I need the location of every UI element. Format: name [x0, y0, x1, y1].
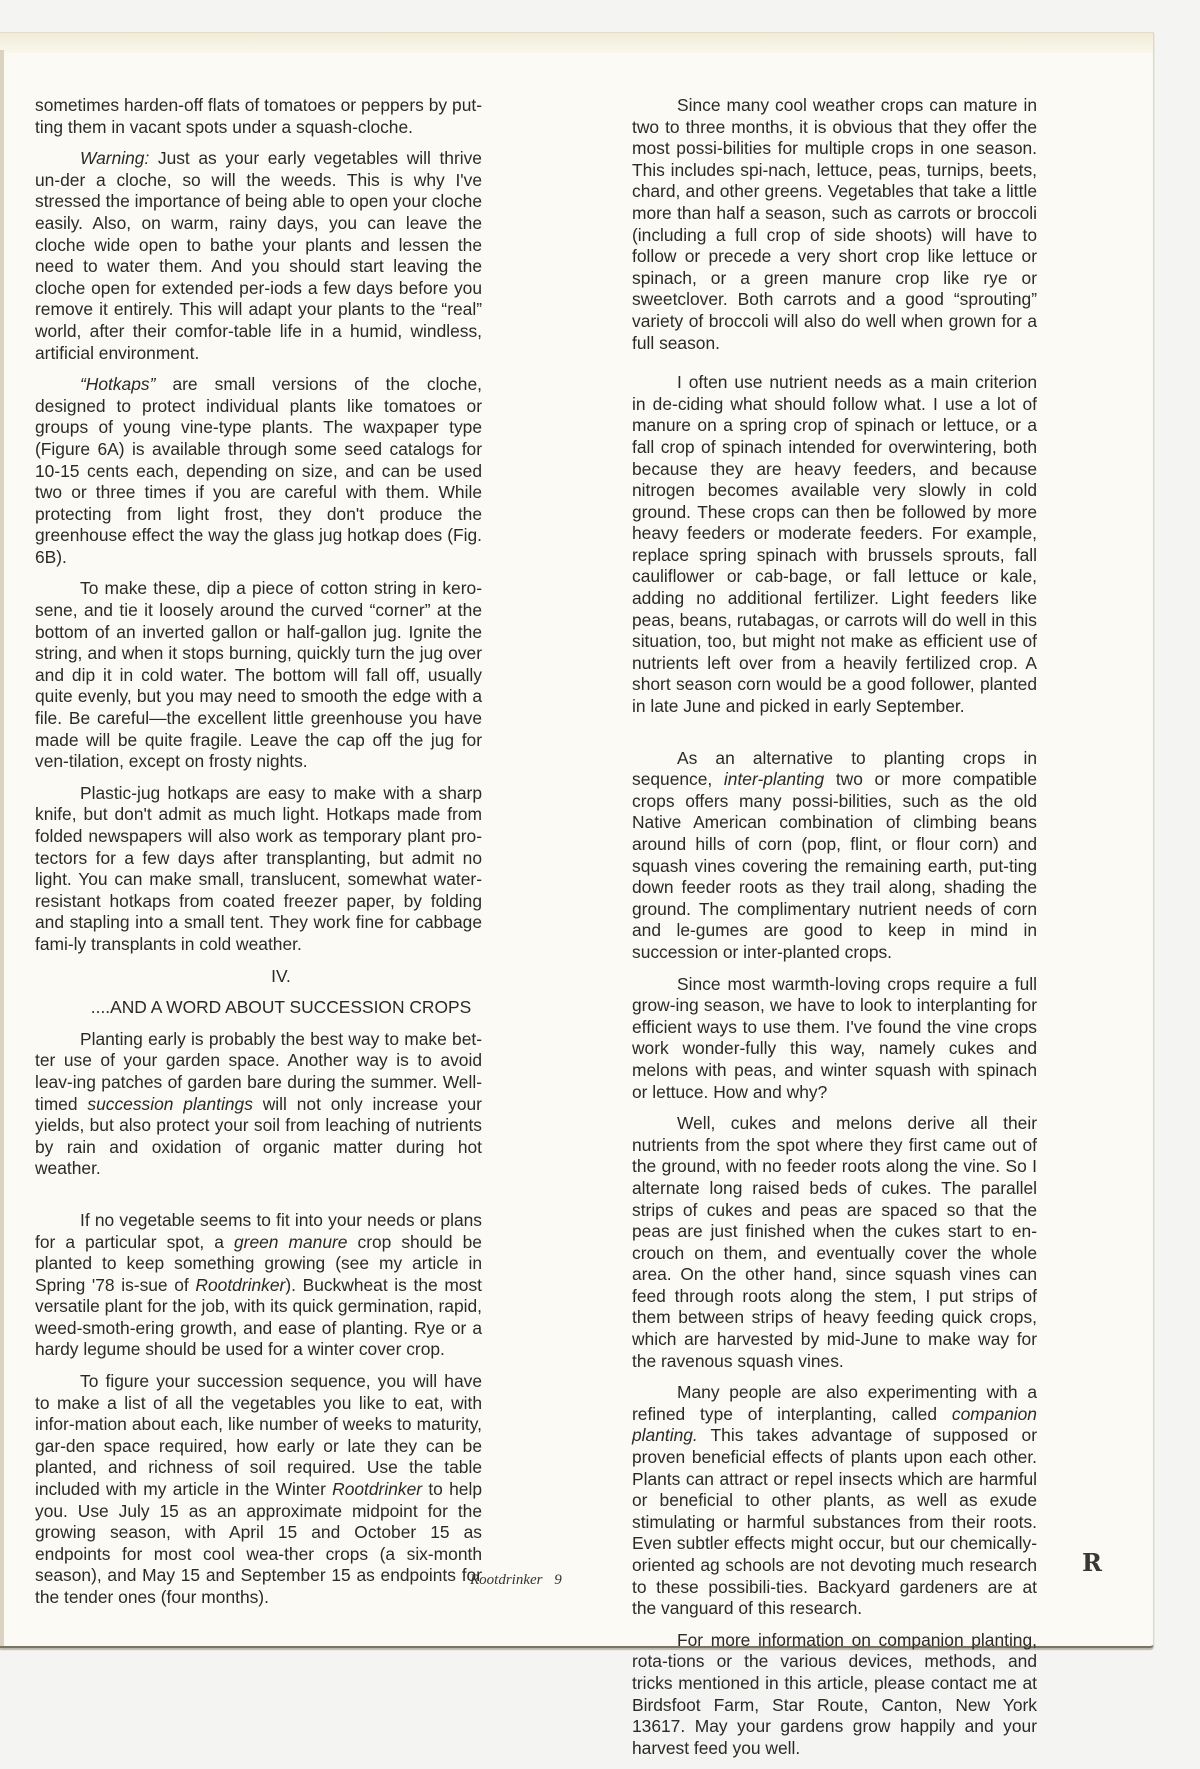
emphasis: companion planting. — [632, 1403, 1037, 1446]
hotkaps-label: “Hotkaps” — [80, 374, 156, 395]
page-footer — [470, 1572, 562, 1589]
paragraph: I often use nutrient needs as a main criterion in de-ciding what should follow what. I use a lot of manure on a spring crop of spinach or lettuce, or a fall crop of spinach intended for overwintering, both because they are heavy feeders, and because nitrogen becomes available very slowly in cold ground. These crops can then be followed by more heavy feeders or moderate feeders. For example, replace spring spinach with brussels sprouts, fall cauliflower or cab-bage, or fall lettuce or kale, adding no additional fertilizer. Light feeders like peas, beans, rutabagas, or carrots will do well in this situation, too, but might not make as efficient use of nutrients left over from a heavily fertilized crop. A short season corn would be a good follower, planted in late June and picked in early September. — [632, 372, 1037, 717]
paragraph: To make these, dip a piece of cotton string in kero-sene, and tie it loosely around the curved “corner” at the bottom of an inverted gallon or half-gallon jug. Ignite the string, and when it stops burning, quickly turn the jug over and dip it in cold water. The bottom will fall off, usually quite evenly, but you may need to smooth the edge with a file. Be careful—the excellent little greenhouse you have made will be quite fragile. Leave the cap off the jug for ven-tilation, except on frosty nights. — [35, 578, 482, 772]
paragraph: Well, cukes and melons derive all their nutrients from the spot where they first came out of the ground, with no feeder roots along the vine. So I alternate long raised beds of cukes. The parallel strips of cukes and peas are spaced so that the peas are just finished when the cukes start to en-crouch on them, and eventually cover the whole area. On the other hand, since squash vines can feed through roots along the stem, I put strips of them between strips of heavy feeding quick crops, which are harvested by mid-June to make way for the ravenous squash vines. — [632, 1113, 1037, 1371]
text: to help you. Use July 15 as an approximate midpoint for the growing season, with April 15 and October 15 as endpoints for most cool wea-ther crops (a six-month season), and May 15 and September 15 as endpoints for the tender ones (four months). — [35, 1479, 482, 1607]
paragraph — [35, 1371, 482, 1609]
section-title: ....AND A WORD ABOUT SUCCESSION CROPS — [90, 997, 472, 1018]
text: To figure your succession sequence, you will have to make a list of all the vegetables you like to eat, with infor-mation about each, like number of weeks to maturity, gar-den space required, how early or late they can be planted, and richness of soil required. Use the table included with my article in the Winter — [35, 1371, 482, 1500]
text: If no vegetable seems to fit into your needs or plans for a particular spot, a — [35, 1209, 482, 1252]
publication-name: Rootdrinker — [470, 1572, 543, 1588]
paragraph — [632, 748, 1037, 964]
paragraph: Since most warmth-loving crops require a full grow-ing season, we have to look to interplanting for efficient ways to use them. I've found the vine crops work wonder-fully this way, namely cukes and melons with peas, and winter squash with spinach or lettuce. How and why? — [632, 973, 1037, 1102]
paragraph: Plastic-jug hotkaps are easy to make with a sharp knife, but don't admit as much light. Hotkaps made from folded newspapers will also work as temporary plant pro-tectors for a few days after transplanting, but admit no light. You can make small, translucent, somewhat water-resistant hotkaps from coated freezer paper, by folding and stapling into a small tent. They work fine for cabbage fami-ly transplants in cold weather. — [35, 782, 482, 954]
text: will not only increase your yields, but also protect your soil from leaching of nutrients by rain and oxidation of organic matter during hot weather. — [35, 1093, 482, 1179]
emphasis: succession plantings — [87, 1093, 253, 1114]
paragraph: sometimes harden-off flats of tomatoes or peppers by put-ting them in vacant spots under a squash-cloche. — [35, 95, 482, 137]
text: Planting early is probably the best way to make bet-ter use of your garden space. Another way is to avoid leav-ing patches of garden bare during the summer. Well-timed — [35, 1028, 482, 1114]
paragraph: For more information on companion planting, rota-tions or the various devices, methods, and tricks mentioned in this article, please contact me at Birdsfoot Farm, Star Route, Canton, New York 13617. May your gardens grow happily and your harvest feed you well. — [632, 1629, 1037, 1758]
emphasis: green manure — [234, 1231, 348, 1252]
paragraph-warning — [35, 148, 482, 364]
page-left-edge — [0, 50, 4, 1646]
warning-label: Warning: — [80, 148, 150, 169]
text: As an alternative to planting crops in sequence, — [632, 747, 1037, 790]
paragraph-hotkaps — [35, 374, 482, 568]
emphasis: inter-planting — [723, 769, 825, 790]
end-of-article-mark-icon: R — [1082, 1548, 1102, 1577]
paragraph: Since many cool weather crops can mature in two to three months, it is obvious that they offer the most possi-bilities for multiple crops in one season. This includes spi-nach, lettuce, peas, turnips, beets, chard, and other greens. Vegetables that take a little more than half a season, such as carrots or broccoli (including a full crop of side shoots) will have to follow or precede a very short crop like lettuce or spinach, or a green manure crop like rye or sweetclover. Both carrots and a good “sprouting” variety of broccoli will also do well when grown for a full season. — [632, 95, 1037, 353]
section-number: IV. — [271, 965, 291, 986]
left-column — [35, 95, 482, 1619]
text: Many people are also experimenting with a refined type of interplanting, called — [632, 1382, 1037, 1424]
text: two or more compatible crops offers many possi-bilities, such as the old Native American combination of climbing beans around hills of corn (pop, flint, or flour corn) and squash vines covering the remaining earth, put-ting down feeder roots as they trail along, shading the ground. The complimentary nutrient needs of corn and le-gumes are good to keep in mind in succession or inter-planted crops. — [632, 769, 1037, 962]
paragraph-text: Just as your early vegetables will thrive un-der a cloche, so will the weeds. This is why I've stressed the importance of being able to open your cloche easily. Also, on warm, rainy days, you can leave the cloche wide open to bathe your plants and lessen the need to water them. And you should start leaving the cloche open for extended per-iods a few days before you remove it entirely. This will adapt your plants to the “real” world, after their comfor-table life in a humid, windless, artificial environment. — [35, 148, 482, 363]
text: ). Buckwheat is the most versatile plant for the job, with its quick germination, rapid, weed-smoth-ering growth, and ease of planting. Rye or a hardy legume should be used for a winter cover crop. — [35, 1274, 483, 1360]
paragraph-text: are small versions of the cloche, designed to protect individual plants like tomatoes or groups of young vine-type plants. The waxpaper type (Figure 6A) is available through some seed catalogs for 10-15 cents each, depending on size, and can be used two or three times if you are careful with them. While protecting from light frost, they don't produce the greenhouse effect the way the glass jug hotkap does (Fig. 6B). — [35, 374, 482, 567]
paragraph — [35, 1029, 482, 1180]
emphasis: Rootdrinker — [195, 1274, 286, 1295]
paragraph — [35, 1210, 482, 1361]
page-top-fold — [0, 32, 1153, 53]
text: crop should be planted to keep something growing (see my article in Spring '78 is-sue of — [35, 1231, 482, 1295]
text: This takes advantage of supposed or proven beneficial effects of plants upon each other. Plants can attract or repel insects which are harmful or beneficial to other plants, as well as exude stimulating or harmful substances from their roots. Even subtler effects might occur, but our chemically-oriented ag schools are not devoting much research to these possibili-ties. Backyard gardeners are at the vanguard of this research. — [632, 1425, 1037, 1619]
page-number: 9 — [554, 1572, 562, 1588]
paragraph — [632, 1382, 1037, 1620]
right-column — [632, 95, 1037, 1769]
emphasis: Rootdrinker — [332, 1479, 423, 1500]
